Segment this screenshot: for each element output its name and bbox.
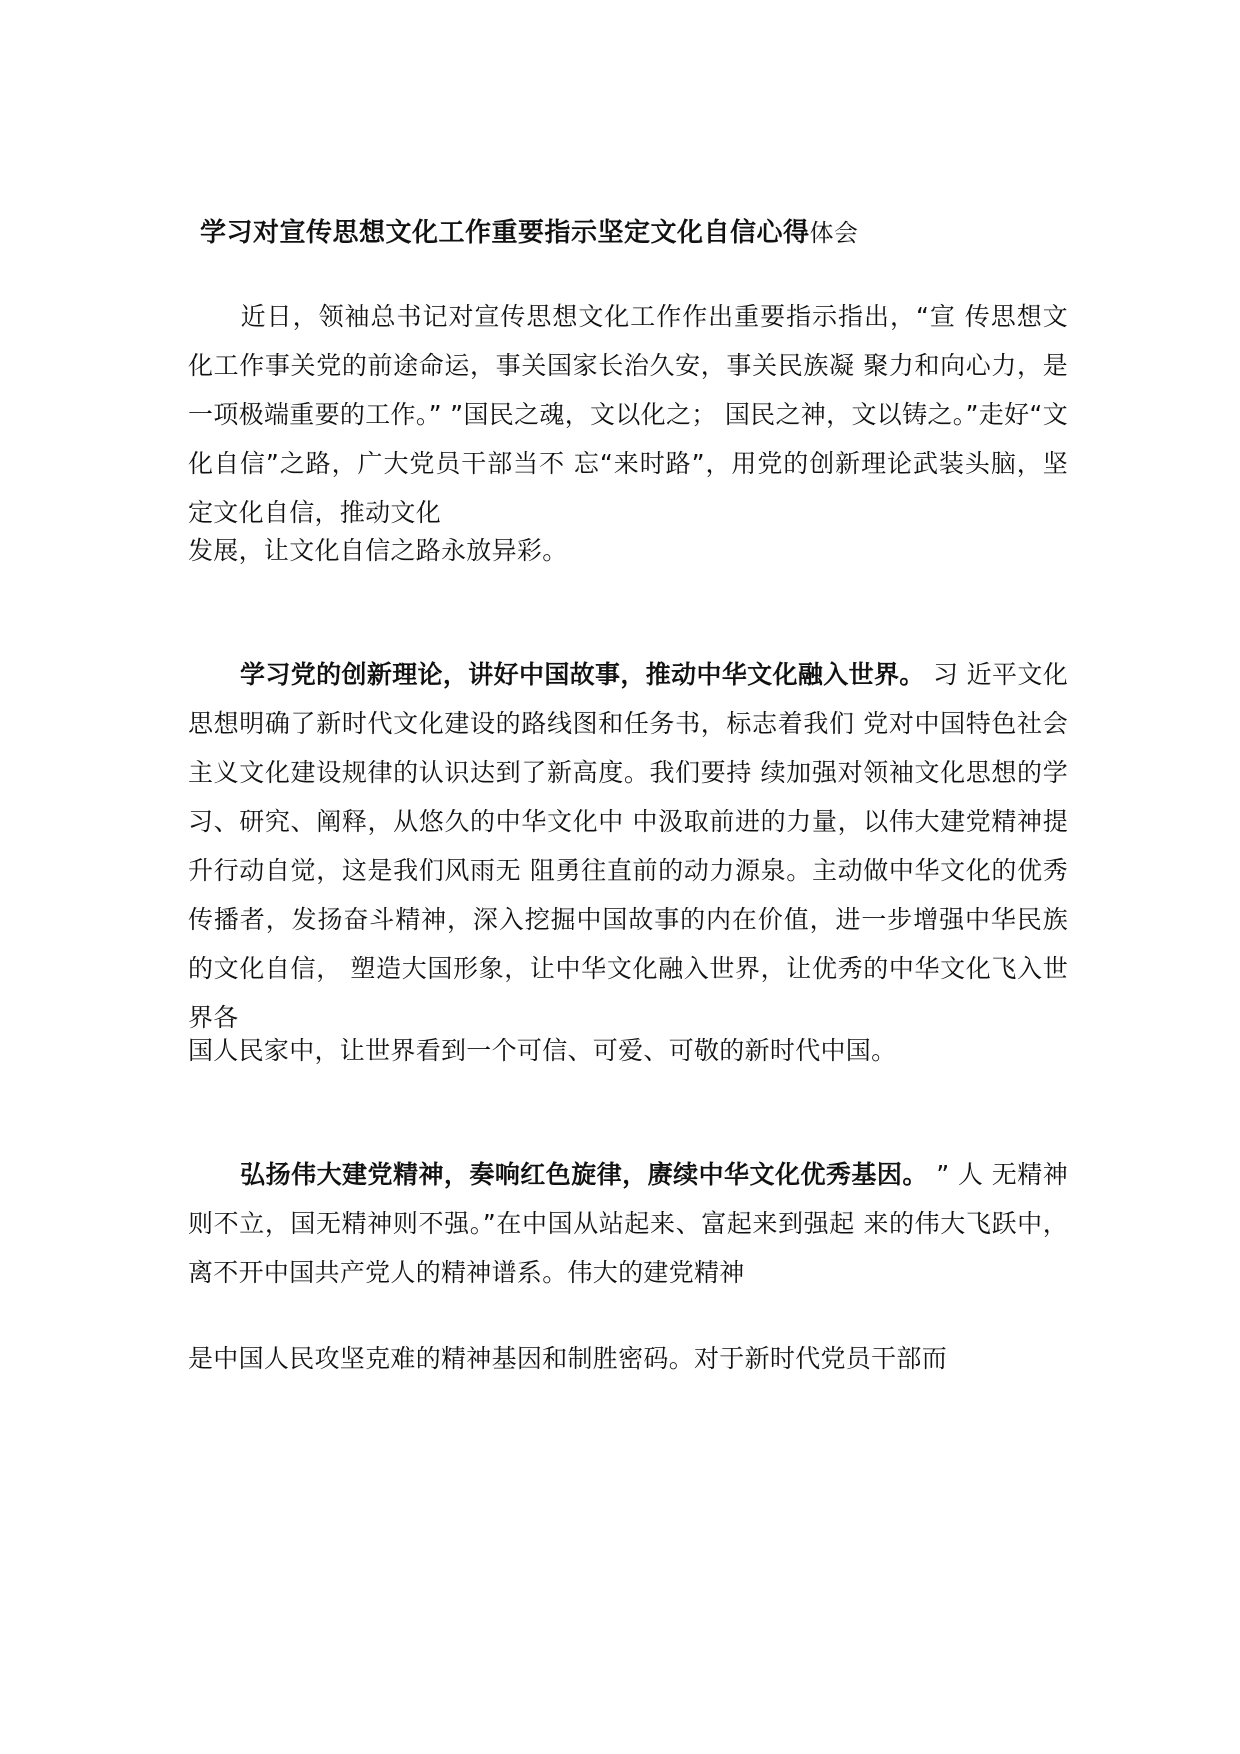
paragraph-3 xyxy=(188,1150,1068,1297)
title-tail: 体会 xyxy=(809,219,859,247)
paragraph-2-body: 习 近平文化思想明确了新时代文化建设的路线图和任务书，标志着我们 党对中国特色社会主义文化建设规律的认识达到了新高度。我们要持 续加强对领袖文化思想的学习、研究、阐释，从悠久的中华文化中 中汲取前进的力量，以伟大建党精神提升行动自觉，这是我们风雨无 阻勇往直前的动力源泉。主动做中华文化的优秀传播者，发扬奋斗精神，深入挖掘中国故事的内在价值，进一步增强中华民族的文化自信， 塑造大国形象，让中华文化融入世界，让优秀的中华文化飞入世界各 xyxy=(188,660,1068,1032)
paragraph-2-lead: 学习党的创新理论，讲好中国故事，推动中华文化融入世界。 xyxy=(240,660,925,689)
document-title xyxy=(200,215,1100,251)
paragraph-3-body: ” 人 无精神则不立，国无精神则不强。”在中国从站起来、富起来到强起 来的伟大飞跃中，离不开中国共产党人的精神谱系。伟大的建党精神 xyxy=(188,1160,1068,1287)
paragraph-2 xyxy=(188,650,1068,1042)
title-main: 学习对宣传思想文化工作重要指示坚定文化自信心得 xyxy=(200,218,810,248)
paragraph-1-body: 近日，领袖总书记对宣传思想文化工作作出重要指示指出，“宣 传思想文化工作事关党的前途命运，事关国家长治久安，事关民族凝 聚力和向心力，是一项极端重要的工作。” ”国民之魂，文以化之； 国民之神，文以铸之。”走好“文化自信”之路，广大党员干部当不 忘“来时路”，用党的创新理论武装头脑，坚定文化自信，推动文化 xyxy=(188,302,1068,527)
paragraph-1 xyxy=(188,292,1068,537)
paragraph-3-tail: 是中国人民攻坚克难的精神基因和制胜密码。对于新时代党员干部而 xyxy=(188,1344,948,1373)
paragraph-1-tail: 发展，让文化自信之路永放异彩。 xyxy=(188,536,568,565)
paragraph-3-lead: 弘扬伟大建党精神，奏响红色旋律，赓续中华文化优秀基因。 xyxy=(240,1160,928,1189)
paragraph-2-tail: 国人民家中，让世界看到一个可信、可爱、可敬的新时代中国。 xyxy=(188,1036,897,1065)
